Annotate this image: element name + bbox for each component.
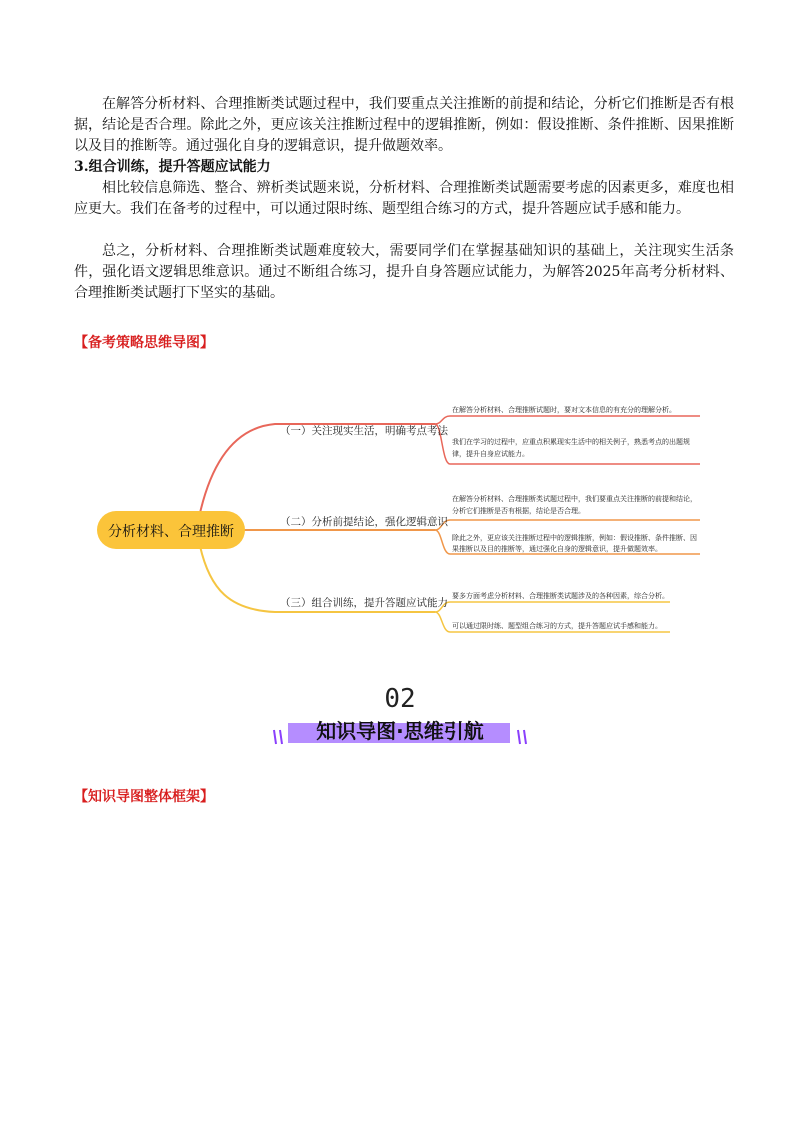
branch-3-leaf-1-curve xyxy=(435,602,670,612)
section-title-strategy-map: 【备考策略思维导图】 xyxy=(74,335,214,351)
branch-3-leaf-1: 要多方面考虑分析材料、合理推断类试题涉及的各种因素，综合分析。 xyxy=(452,592,669,600)
branch-1-leaf-2-line-1: 我们在学习的过程中，应重点积累现实生活中的相关例子，熟悉考点的出题规 xyxy=(452,438,690,446)
branch-2-leaf-1-line-1: 在解答分析材料、合理推断类试题过程中，我们要重点关注推断的前提和结论， xyxy=(452,495,697,503)
branch-1-curve xyxy=(200,424,435,513)
branch-3-leaf-2: 可以通过限时练、题型组合练习的方式，提升答题应试手感和能力。 xyxy=(452,622,662,630)
banner-slash-left-1 xyxy=(274,730,276,744)
strategy-mind-map xyxy=(90,400,720,650)
paragraph-summary: 总之，分析材料、合理推断类试题难度较大，需要同学们在掌握基础知识的基础上，关注现实生活条件，强化语文逻辑思维意识。通过不断组合练习，提升自身答题应试能力，为解答2025年高考分析材料、合理推断类试题打下坚实的基础。 xyxy=(74,243,734,301)
branch-1-leaf-1-curve xyxy=(435,416,700,424)
branch-2-label: （二）分析前提结论，强化逻辑意识 xyxy=(280,516,448,528)
banner-slash-right-1 xyxy=(518,730,520,744)
paragraph-premise-conclusion: 在解答分析材料、合理推断类试题过程中，我们要重点关注推断的前提和结论，分析它们推断是否有根据，结论是否合理。除此之外，更应该关注推断过程中的逻辑推断，例如：假设推断、条件推断、因果推断以及目的推断等。通过强化自身的逻辑意识，提升做题效率。 xyxy=(74,96,734,154)
branch-3-label: （三）组合训练，提升答题应试能力 xyxy=(280,597,448,609)
branch-2-leaf-2-line-2: 果推断以及目的推断等，通过强化自身的逻辑意识，提升做题效率。 xyxy=(452,545,662,553)
banner-slash-left-2 xyxy=(280,730,282,744)
banner-number: 02 xyxy=(384,684,416,714)
branch-2-leaf-1-curve xyxy=(435,520,700,530)
section-banner xyxy=(250,680,550,760)
mind-map-root-label: 分析材料、合理推断 xyxy=(108,524,234,540)
branch-2-leaf-1-line-2: 分析它们推断是否有根据，结论是否合理。 xyxy=(452,507,585,515)
section-title-overall-frame: 【知识导图整体框架】 xyxy=(74,789,214,805)
banner-slash-right-2 xyxy=(524,730,526,744)
paragraph-combination-training: 相比较信息筛选、整合、辨析类试题来说，分析材料、合理推断类试题需要考虑的因素更多，难度也相应更大。我们在备考的过程中，可以通过限时练、题型组合练习的方式，提升答题应试手感和能力。 xyxy=(74,180,734,217)
heading-combination-training: 3.组合训练，提升答题应试能力 xyxy=(74,159,271,175)
branch-1-leaf-1: 在解答分析材料、合理推断试题时，要对文本信息的有充分的理解分析。 xyxy=(452,406,676,414)
branch-2-leaf-2-line-1: 除此之外，更应该关注推断过程中的逻辑推断，例如：假设推断、条件推断、因 xyxy=(452,534,697,542)
branch-1-leaf-2-line-2: 律，提升自身应试能力。 xyxy=(452,450,529,458)
banner-title: 知识导图·思维引航 xyxy=(316,719,484,743)
branch-1-label: （一）关注现实生活，明确考点考法 xyxy=(280,425,448,437)
